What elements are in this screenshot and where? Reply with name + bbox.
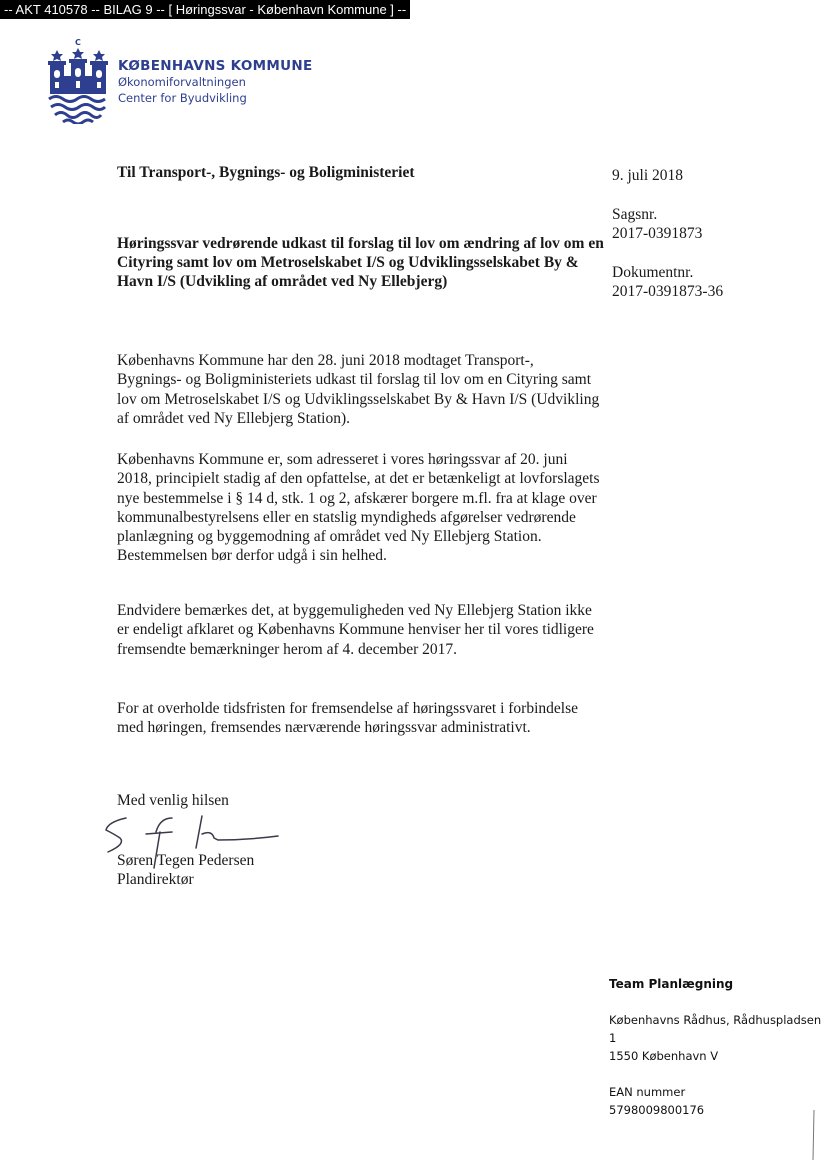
document-number-block <box>612 263 723 301</box>
signer-block <box>117 851 254 889</box>
letter-subject: Høringssvar vedrørende udkast til forslag til lov om ændring af lov om en Cityring samt lov om Metroselskabet I/S og Udviklingsselskabet By & Havn I/S (Udvikling af området ved Ny Ellebjerg) <box>117 235 604 290</box>
letter-date: 9. juli 2018 <box>612 167 684 184</box>
footer-address-line-3: 1550 København V <box>609 1049 719 1063</box>
body-paragraph-2: Københavns Kommune er, som adresseret i vores høringssvar af 20. juni 2018, principielt stadig af den opfattelse, at det er betænkeligt at lovforslagets nye bestemmelse i § 14 d, stk. 1 og 2, afskærer borgere m.fl. fra at klage over kommunalbestyrelsens eller en statslig myndigheds afgørelser vedrørende planlægning og byggemodning af området ved Ny Ellebjerg Station. Bestemmelsen bør derfor udgå i sin helhed. <box>117 451 600 565</box>
footer-address-line-1: Københavns Rådhus, Rådhuspladsen <box>609 1013 822 1027</box>
body-paragraph-3: Endvidere bemærkes det, at byggemuligheden ved Ny Ellebjerg Station ikke er endeligt afklaret og Københavns Kommune henviser her til vores tidligere fremsendte bemærkninger herom af 4. december 2017. <box>117 602 594 658</box>
body-paragraph-4: For at overholde tidsfristen for fremsendelse af høringssvaret i forbindelse med høringen, fremsendes nærværende høringssvar administrativt. <box>117 700 578 737</box>
document-number-label: Dokumentnr. <box>612 264 694 281</box>
scan-edge-mark <box>812 1110 815 1160</box>
document-number-value: 2017-0391873-36 <box>612 283 724 300</box>
footer-ean <box>609 1083 704 1119</box>
footer-team-name: Team Planlægning <box>609 977 734 991</box>
signer-title: Plandirektør <box>117 871 194 888</box>
case-number-label: Sagsnr. <box>612 206 658 223</box>
body-paragraph-1: Københavns Kommune har den 28. juni 2018 modtaget Transport-, Bygnings- og Boligministeriets udkast til forslag til lov om en Cityring samt lov om Metroselskabet I/S og Udviklingsselskabet By & Havn I/S (Udvikling af området ved Ny Ellebjerg Station). <box>117 352 600 427</box>
svg-text:C: C <box>75 38 81 47</box>
recipient-line: Til Transport-, Bygnings- og Boligministeriet <box>117 164 415 181</box>
ean-label: EAN nummer <box>609 1085 686 1099</box>
copenhagen-coat-of-arms-logo <box>46 36 110 124</box>
header-stamp: -- AKT 410578 -- BILAG 9 -- [ Høringssvar - København Kommune ] -- <box>0 0 410 19</box>
footer-address <box>609 1011 821 1065</box>
ean-value: 5798009800176 <box>609 1103 705 1117</box>
case-number-block <box>612 205 702 243</box>
organization-block <box>118 58 312 106</box>
footer-team <box>609 975 733 993</box>
signer-name: Søren Tegen Pedersen <box>117 852 255 869</box>
center-name: Center for Byudvikling <box>118 91 247 105</box>
closing-greeting: Med venlig hilsen <box>117 792 229 809</box>
case-number-value: 2017-0391873 <box>612 225 703 242</box>
organization-name: KØBENHAVNS KOMMUNE <box>118 58 313 74</box>
department-name: Økonomiforvaltningen <box>118 75 246 89</box>
footer-address-line-2: 1 <box>609 1031 617 1045</box>
